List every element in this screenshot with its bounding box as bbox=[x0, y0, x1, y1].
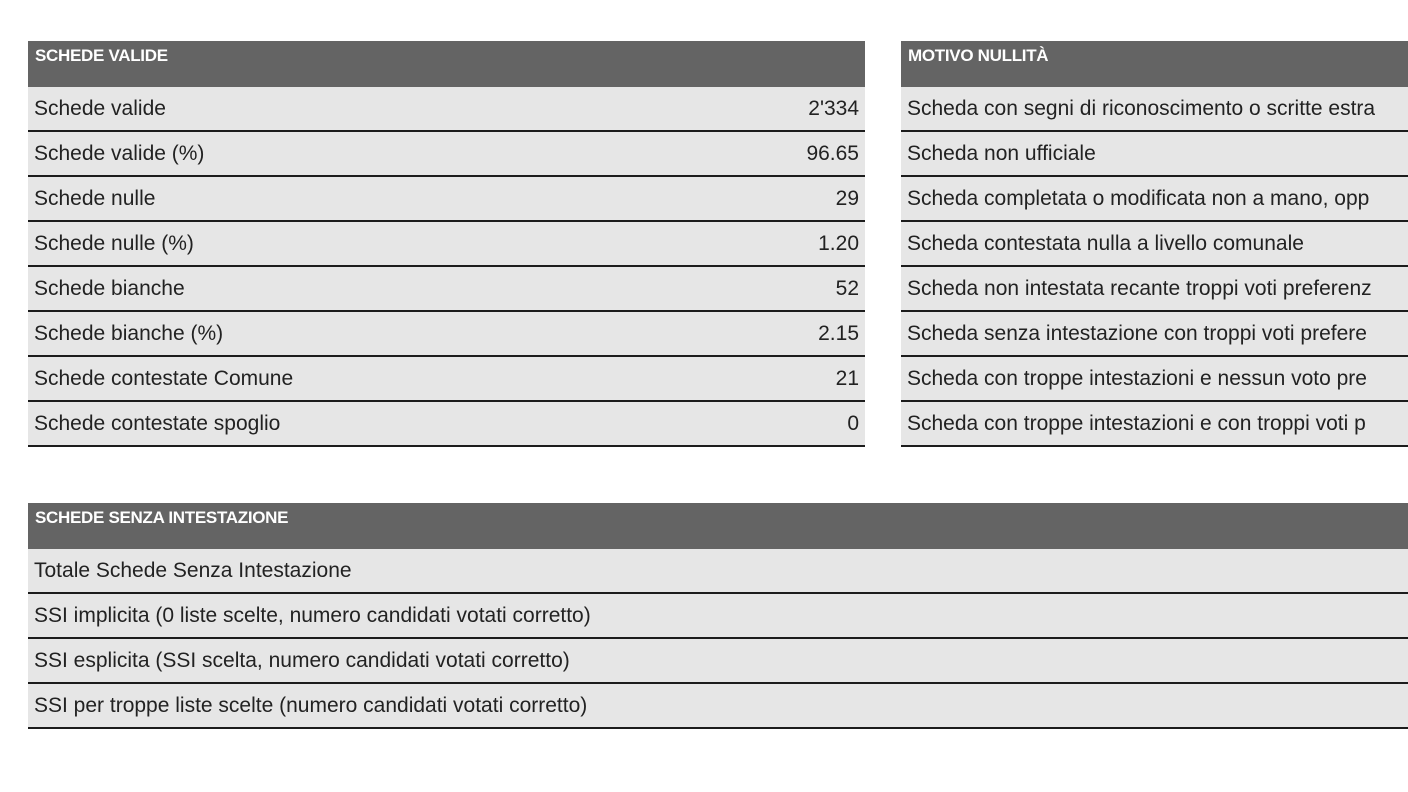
row-label: SSI implicita (0 liste scelte, numero candidati votati corretto) bbox=[34, 603, 591, 627]
table-row bbox=[28, 267, 865, 312]
table-row bbox=[28, 684, 1408, 729]
table-row bbox=[28, 402, 865, 447]
table-row bbox=[28, 312, 865, 357]
table-row bbox=[28, 594, 1408, 639]
schede-senza-intestazione-header: SCHEDE SENZA INTESTAZIONE bbox=[28, 503, 1408, 549]
schede-valide-header: SCHEDE VALIDE bbox=[28, 41, 865, 87]
table-row bbox=[28, 549, 1408, 594]
row-label: Schede nulle bbox=[34, 186, 156, 210]
row-label: Scheda con troppe intestazioni e con troppi voti p bbox=[907, 411, 1366, 435]
motivo-nullita-header: MOTIVO NULLITÀ bbox=[901, 41, 1408, 87]
row-value: 96.65 bbox=[806, 141, 859, 165]
table-row bbox=[28, 87, 865, 132]
table-row bbox=[901, 132, 1408, 177]
table-row bbox=[901, 267, 1408, 312]
row-label: Schede bianche bbox=[34, 276, 185, 300]
table-row bbox=[901, 87, 1408, 132]
row-value: 21 bbox=[835, 366, 859, 390]
row-label: Scheda non intestata recante troppi voti preferenz bbox=[907, 276, 1372, 300]
table-row bbox=[28, 639, 1408, 684]
table-row bbox=[901, 222, 1408, 267]
row-label: Schede contestate spoglio bbox=[34, 411, 281, 435]
motivo-nullita-table bbox=[901, 41, 1408, 447]
row-label: Schede nulle (%) bbox=[34, 231, 194, 255]
row-label: Scheda con segni di riconoscimento o scritte estra bbox=[907, 96, 1376, 120]
schede-valide-table bbox=[28, 41, 865, 447]
table-row bbox=[28, 222, 865, 267]
row-value: 29 bbox=[835, 186, 859, 210]
table-row bbox=[901, 357, 1408, 402]
row-label: Scheda contestata nulla a livello comunale bbox=[907, 231, 1304, 255]
table-row bbox=[901, 177, 1408, 222]
row-label: Scheda con troppe intestazioni e nessun voto pre bbox=[907, 366, 1367, 390]
table-row bbox=[901, 402, 1408, 447]
row-label: Totale Schede Senza Intestazione bbox=[34, 558, 352, 582]
table-row bbox=[28, 357, 865, 402]
row-value: 0 bbox=[847, 411, 859, 435]
schede-senza-intestazione-table bbox=[28, 503, 1408, 729]
table-row bbox=[901, 312, 1408, 357]
row-label: Scheda senza intestazione con troppi voti prefere bbox=[907, 321, 1367, 345]
row-value: 52 bbox=[835, 276, 859, 300]
row-label: Schede bianche (%) bbox=[34, 321, 224, 345]
table-row bbox=[28, 132, 865, 177]
row-label: SSI esplicita (SSI scelta, numero candidati votati corretto) bbox=[34, 648, 570, 672]
table-row bbox=[28, 177, 865, 222]
row-label: Schede contestate Comune bbox=[34, 366, 294, 390]
row-label: Scheda completata o modificata non a mano, opp bbox=[907, 186, 1370, 210]
row-label: Scheda non ufficiale bbox=[907, 141, 1096, 165]
row-value: 1.20 bbox=[818, 231, 859, 255]
row-value: 2'334 bbox=[808, 96, 859, 120]
row-value: 2.15 bbox=[818, 321, 859, 345]
row-label: SSI per troppe liste scelte (numero candidati votati corretto) bbox=[34, 693, 588, 717]
row-label: Schede valide (%) bbox=[34, 141, 205, 165]
row-label: Schede valide bbox=[34, 96, 166, 120]
